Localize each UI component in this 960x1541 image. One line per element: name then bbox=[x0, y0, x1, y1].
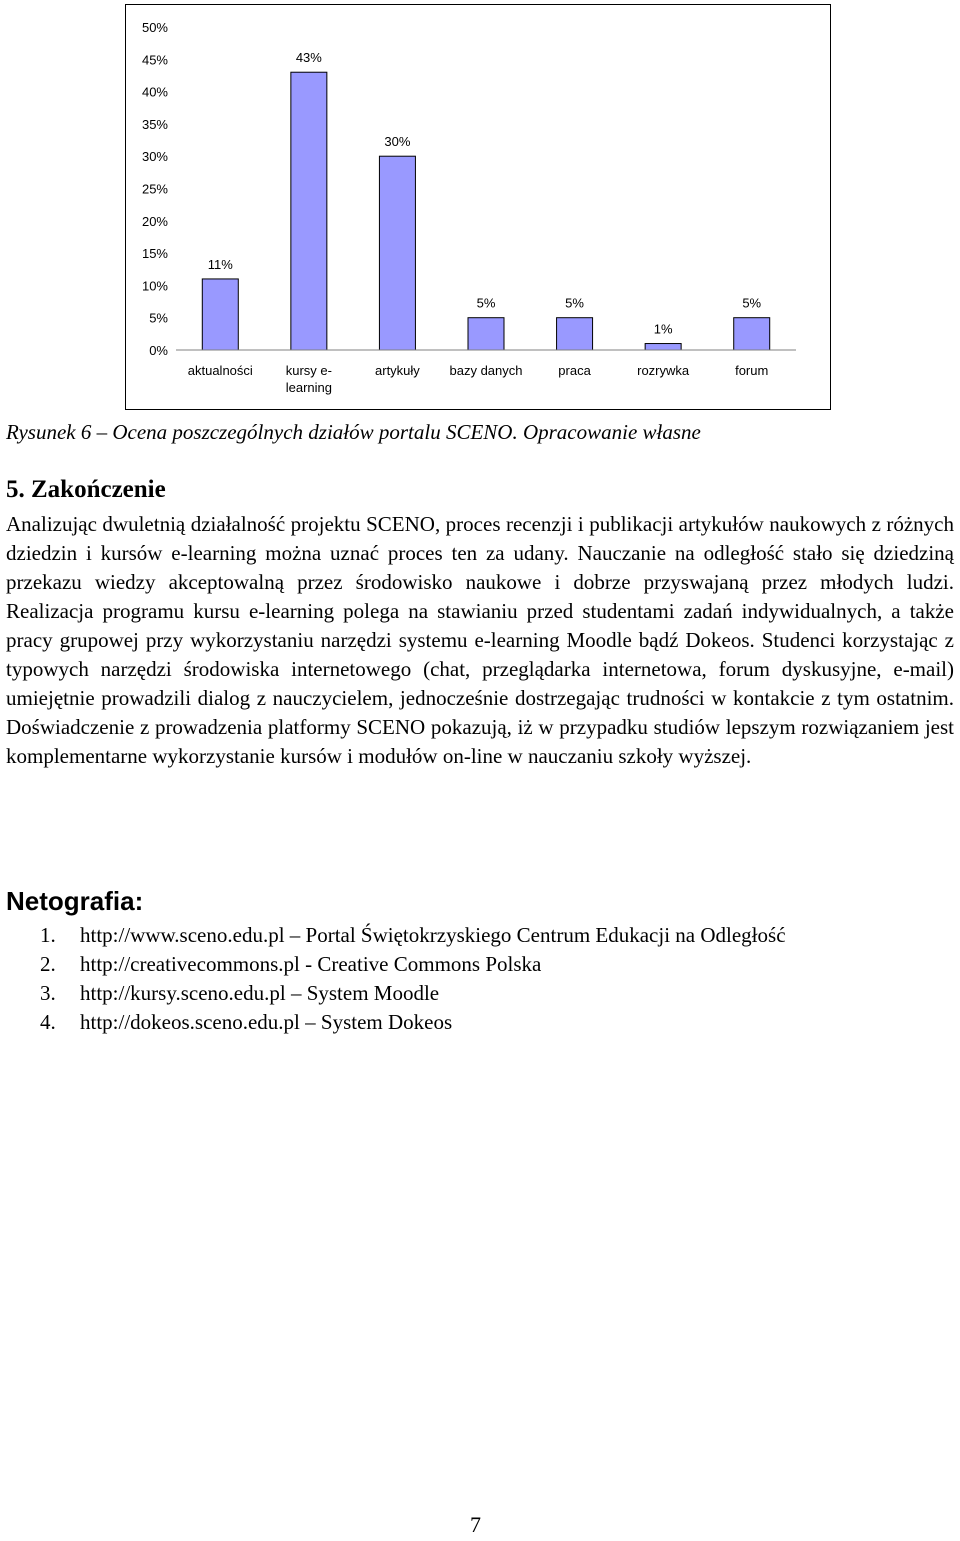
reference-item bbox=[40, 979, 786, 1008]
bar bbox=[734, 318, 770, 350]
x-tick-label: praca bbox=[558, 363, 591, 378]
x-tick-label: bazy danych bbox=[449, 363, 523, 378]
x-tick-label: aktualności bbox=[187, 363, 253, 378]
data-label: 5% bbox=[476, 295, 496, 311]
data-label: 43% bbox=[295, 50, 322, 66]
reference-text: http://kursy.sceno.edu.pl – System Moodle bbox=[80, 981, 440, 1005]
y-tick-label: 10% bbox=[141, 278, 168, 294]
reference-item bbox=[40, 950, 786, 979]
netografia-title: Netografia: bbox=[6, 886, 144, 916]
reference-text: http://dokeos.sceno.edu.pl – System Dokeos bbox=[80, 1010, 453, 1034]
y-tick-label: 5% bbox=[149, 310, 168, 326]
bar bbox=[557, 318, 593, 350]
figure-caption: Rysunek 6 – Ocena poszczególnych działów portalu SCENO. Opracowanie własne bbox=[6, 420, 701, 444]
section-body: Analizując dwuletnią działalność projektu SCENO, proces recenzji i publikacji artykułów naukowych z różnych dziedzin i kursów e-learning można uznać proces ten za udany. Nauczanie na odległość stało się dziedziną przekazu wiedzy akceptowalną przez środowisko naukowe i dobrze przyswajaną przez młodych ludzi. Realizacja programu kursu e-learning polega na stawianiu przed studentami zadań indywidualnych, a także pracy grupowej przy wykorzystaniu narzędzi systemu e-learning Moodle bądź Dokeos. Studenci korzystając z typowych narzędzi środowiska internetowego (chat, przeglądarka internetowa, forum dyskusyjne, e-mail) umiejętnie prowadzili dialog z nauczycielem, jednocześnie dostrzegając trudności w kontakcie z tym ostatnim. Doświadczenie z prowadzenia platformy SCENO pokazują, iż w przypadku studiów lepszym rozwiązaniem jest komplementarne wykorzystanie kursów i modułów on-line w nauczaniu szkoły wyższej. bbox=[6, 512, 954, 768]
bar bbox=[291, 72, 327, 350]
y-tick-label: 35% bbox=[141, 116, 168, 132]
reference-number: 2. bbox=[40, 952, 56, 976]
reference-item bbox=[40, 921, 786, 950]
bar bbox=[379, 156, 415, 350]
bar-chart bbox=[125, 4, 831, 410]
chart-canvas bbox=[126, 5, 830, 409]
reference-number: 3. bbox=[40, 981, 56, 1005]
page-number: 7 bbox=[470, 1512, 481, 1537]
bar bbox=[202, 279, 238, 350]
data-label: 5% bbox=[565, 295, 584, 311]
x-tick-label: rozrywka bbox=[637, 363, 690, 378]
reference-text: http://www.sceno.edu.pl – Portal Świętokrzyskiego Centrum Edukacji na Odległość bbox=[80, 923, 786, 947]
x-tick-label: forum bbox=[735, 363, 769, 378]
reference-number: 4. bbox=[40, 1010, 56, 1034]
bar bbox=[645, 344, 681, 350]
reference-number: 1. bbox=[40, 923, 56, 947]
y-tick-label: 40% bbox=[141, 84, 168, 100]
y-tick-label: 25% bbox=[141, 181, 168, 197]
reference-item bbox=[40, 1008, 786, 1037]
x-tick-label: learning bbox=[285, 380, 332, 395]
reference-text: http://creativecommons.pl - Creative Commons Polska bbox=[80, 952, 542, 976]
y-tick-label: 30% bbox=[141, 149, 168, 165]
bar bbox=[468, 318, 504, 350]
data-label: 1% bbox=[653, 321, 673, 337]
reference-list bbox=[40, 921, 786, 1037]
y-tick-label: 15% bbox=[141, 246, 168, 262]
data-label: 11% bbox=[207, 256, 233, 272]
data-label: 5% bbox=[742, 295, 762, 311]
x-tick-label: artykuły bbox=[375, 363, 420, 378]
y-tick-label: 50% bbox=[141, 20, 168, 35]
data-label: 30% bbox=[384, 134, 411, 150]
y-tick-label: 20% bbox=[141, 213, 168, 229]
y-tick-label: 45% bbox=[141, 52, 168, 68]
y-tick-label: 0% bbox=[149, 343, 168, 358]
x-tick-label: kursy e- bbox=[285, 363, 332, 378]
section-title: 5. Zakończenie bbox=[6, 476, 166, 503]
